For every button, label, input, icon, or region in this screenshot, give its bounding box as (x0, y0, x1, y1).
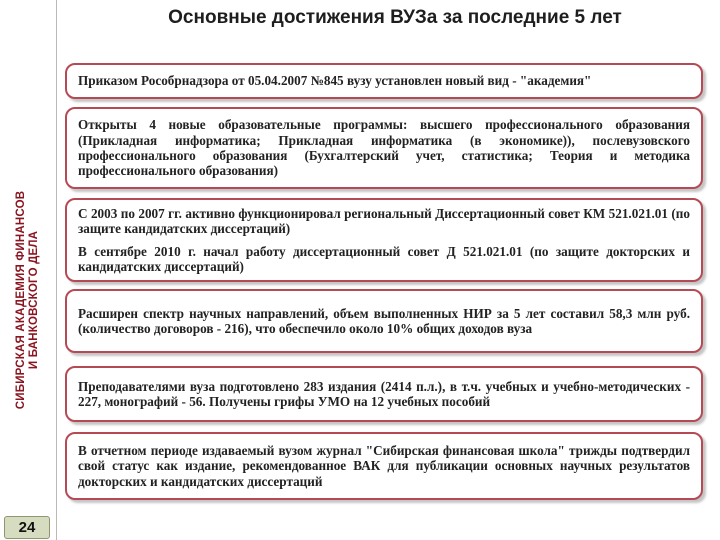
achievement-box-publications (65, 366, 703, 422)
achievement-box-dissertation-councils (65, 198, 703, 282)
achievement-text: С 2003 по 2007 гг. активно функционировал региональный Диссертационный совет КМ 521.021.01 (по защите кандидатских диссертаций) (78, 205, 690, 237)
achievement-box-education-programs (65, 107, 703, 189)
achievement-box-academy-status (65, 63, 703, 99)
achievement-text: В сентябре 2010 г. начал работу диссертационный совет Д 521.021.01 (по защите докторских и кандидатских диссертаций) (78, 243, 690, 274)
achievement-box-journal (65, 432, 703, 500)
academy-title-line-2: И БАНКОВСКОГО ДЕЛА (28, 230, 40, 370)
achievement-box-research (65, 289, 703, 353)
achievement-text: Преподавателями вуза подготовлено 283 издания (2414 п.л.), в т.ч. учебных и учебно-методических - 227, монографий - 56. Получены грифы УМО на 12 учебных пособий (78, 378, 690, 409)
academy-title-line-1: СИБИРСКАЯ АКАДЕМИЯ ФИНАНСОВ (15, 190, 27, 410)
page-number-badge: 24 (4, 516, 50, 539)
sidebar (0, 0, 57, 540)
achievement-text: Приказом Рособрнадзора от 05.04.2007 №845 вузу установлен новый вид - "академия" (78, 73, 592, 89)
achievement-text: Открыты 4 новые образовательные программы: высшего профессионального образования (Прикладная информатика; Прикладная информатика (в экономике)), послевузовского профессионального образования (Бухгалтерский учет, статистика; Теория и методика профессионального образования) (78, 117, 690, 179)
achievement-text: Расширен спектр научных направлений, объем выполненных НИР за 5 лет составил 58,3 млн руб. (количество договоров - 216), что обеспечило около 10% общих доходов вуза (78, 305, 690, 336)
slide-title: Основные достижения ВУЗа за последние 5 лет (168, 7, 622, 28)
achievement-text: В отчетном периоде издаваемый вузом журнал "Сибирская финансовая школа" трижды подтвердил свой статус как издание, рекомендованное ВАК для публикации основных научных результатов докторских и кандидатских диссертаций (78, 443, 690, 489)
academy-vertical-title (15, 191, 41, 409)
